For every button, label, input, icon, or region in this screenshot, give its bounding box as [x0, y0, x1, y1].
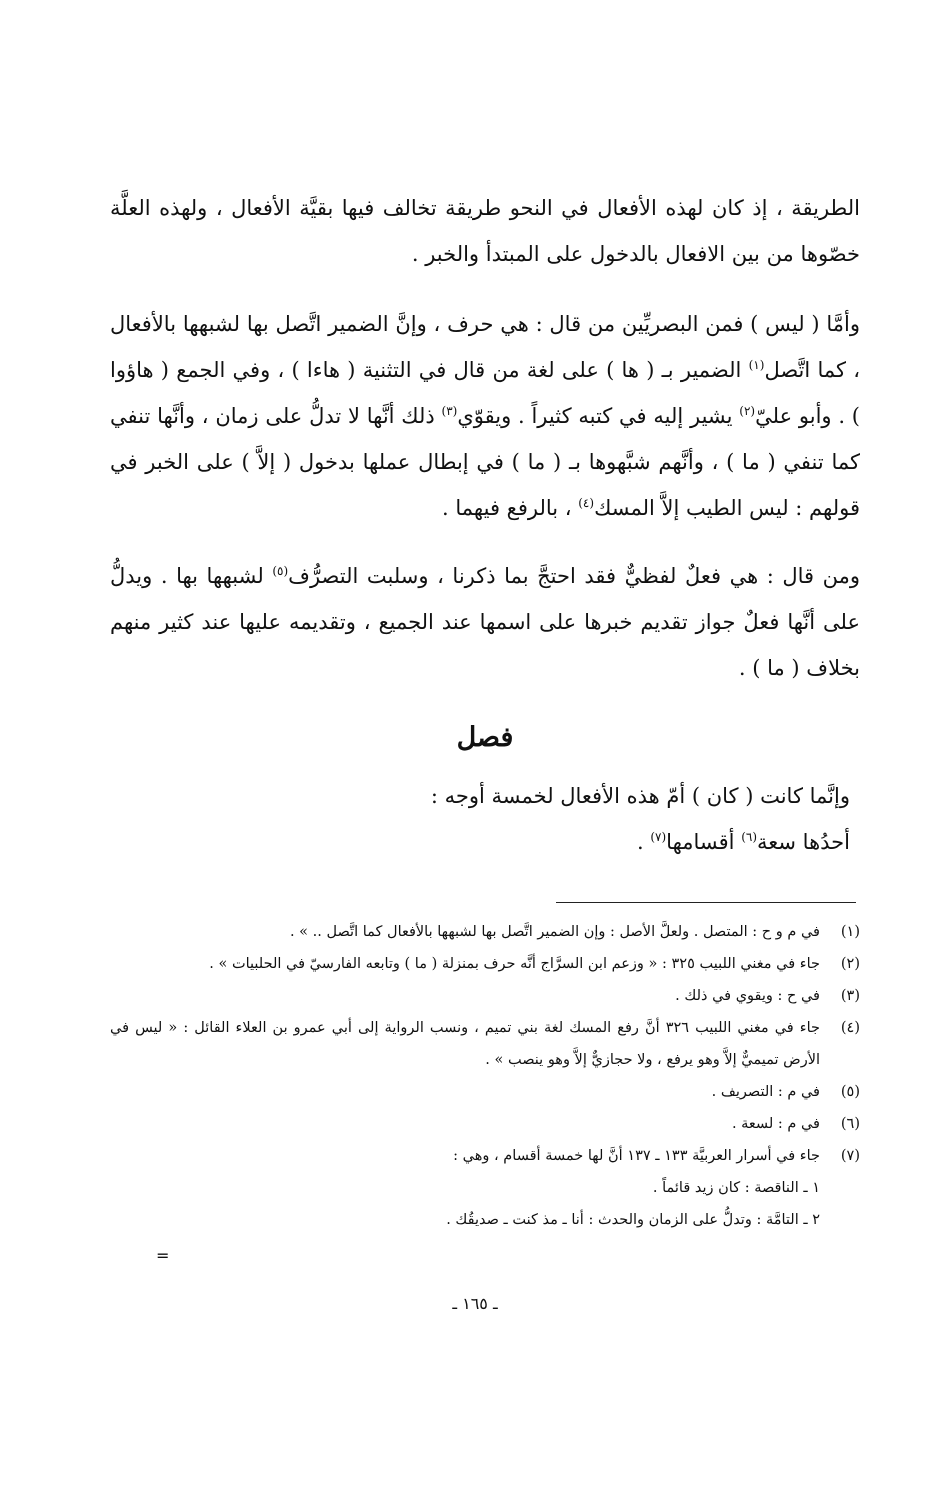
- line-text: .: [636, 830, 651, 854]
- paragraph-text: الطريقة ، إذ كان لهذه الأفعال في النحو طريقة تخالف فيها بقيَّة الأفعال ، ولهذه العلَّة خصّوها من بين الافعال بالدخول على المبتدأ والخبر .: [110, 196, 860, 266]
- footnote-text: جاء في مغني اللبيب ٣٢٦ أنَّ رفع المسك لغة بني تميم ، ونسب الرواية إلى أبي عمرو بن العلاء القائل : « ليس في الأرض تميميٌّ إلاَّ وهو يرفع ، ولا حجازيٌّ إلاَّ وهو ينصب » .: [110, 1020, 820, 1068]
- footnote-ref[interactable]: (٧): [650, 830, 667, 844]
- line-text: وإنَّما كانت ( كان ) أمّ هذه الأفعال لخمسة أوجه :: [430, 784, 850, 808]
- footnote-number: (٦): [840, 1116, 860, 1132]
- paragraph: [110, 185, 860, 277]
- line-text: أحدُها سعة: [757, 830, 850, 854]
- footnote-text: جاء في أسرار العربيَّة ١٣٣ ـ ١٣٧ أنَّ لها خمسة أقسام ، وهي :: [453, 1148, 820, 1164]
- footnote-number: (١): [840, 924, 860, 940]
- main-text: [110, 185, 860, 865]
- section-heading: فصل: [456, 722, 514, 753]
- footnote-ref[interactable]: (٥): [272, 564, 289, 578]
- footnote-number: (٢): [840, 956, 860, 972]
- footnote-subitem: ٢ ـ التامَّة : وتدلُّ على الزمان والحدث : أنا ـ مذ كنت ـ صديقُك .: [446, 1212, 820, 1228]
- continuation-mark: =: [156, 1246, 170, 1265]
- footnote-number: (٣): [840, 988, 860, 1004]
- footnote: [110, 1012, 860, 1076]
- footnote-divider: [556, 902, 856, 903]
- paragraph: [110, 301, 860, 531]
- paragraph-text: وأمَّا ( ليس ) فمن البصريِّين من قال : هي حرف ، وإنَّ الضمير اتَّصل بها لشبهها بالأفعال ، كما اتَّصل: [110, 312, 860, 382]
- footnote-number: (٧): [840, 1148, 860, 1164]
- paragraph-text: ذلك أنَّها لا تدلُّ على زمان ، وأنَّها تنفي كما تنفي ( ما ) ، وأنَّهم شبَّهوها بـ ( ما ) في إبطال عملها بدخول ( إلاَّ ) على الخبر في قولهم : ليس الطيب إلاَّ المسك: [110, 404, 860, 520]
- footnotes: [110, 916, 860, 1236]
- footnote-ref[interactable]: (٤): [578, 496, 595, 510]
- paragraph-text: لشبهها بها . ويدلُّ على أنَّها فعلٌ جواز تقديم خبرها على اسمها عند الجميع ، وتقديمه عليها عند كثير منهم بخلاف ( ما ) .: [110, 564, 860, 680]
- footnote: [110, 916, 860, 948]
- section-line: [110, 819, 860, 865]
- footnote-number: (٤): [840, 1020, 860, 1036]
- paragraph-text: ومن قال : هي فعلٌ لفظيٌّ فقد احتجَّ بما ذكرنا ، وسلبت التصرُّف: [288, 564, 860, 588]
- paragraph-text: ، بالرفع فيهما .: [442, 496, 579, 520]
- footnote: [110, 1076, 860, 1108]
- footnote-text: جاء في مغني اللبيب ٣٢٥ : « وزعم ابن السرَّاج أنَّه حرف بمنزلة ( ما ) وتابعه الفارسيّ في الحلبيات » .: [209, 956, 820, 972]
- paragraph-text: يشير إليه في كتبه كثيراً . ويقوّي: [457, 404, 740, 428]
- footnote-ref[interactable]: (٣): [441, 404, 458, 418]
- line-text: أقسامها: [666, 830, 742, 854]
- page-number: ـ ١٦٥ ـ: [452, 1294, 498, 1313]
- footnote-number: (٥): [840, 1084, 860, 1100]
- footnote-ref[interactable]: (١): [748, 358, 765, 372]
- paragraph-text: الضمير بـ ( ها ) على لغة من قال في التثنية ( هاءا ) ، وفي الجمع ( هاؤوا ) . وأبو عليّ: [110, 358, 860, 428]
- footnote: [110, 1140, 860, 1172]
- footnote-ref[interactable]: (٢): [739, 404, 756, 418]
- section-line: [110, 773, 860, 819]
- paragraph: [110, 553, 860, 691]
- footnote: [110, 1108, 860, 1140]
- footnote-text: في م : التصريف .: [711, 1084, 820, 1100]
- footnote: [110, 948, 860, 980]
- footnote: [110, 980, 860, 1012]
- footnote-text: في م : لسعة .: [731, 1116, 820, 1132]
- footnote-text: في م و ح : المتصل . ولعلَّ الأصل : وإن الضمير اتَّصل بها لشبهها بالأفعال كما اتَّصل .. » .: [289, 924, 820, 940]
- footnote-text: في ح : ويقوي في ذلك .: [675, 988, 820, 1004]
- footnote-subitem: ١ ـ الناقصة : كان زيد قائماً .: [652, 1180, 820, 1196]
- footnote-ref[interactable]: (٦): [741, 830, 758, 844]
